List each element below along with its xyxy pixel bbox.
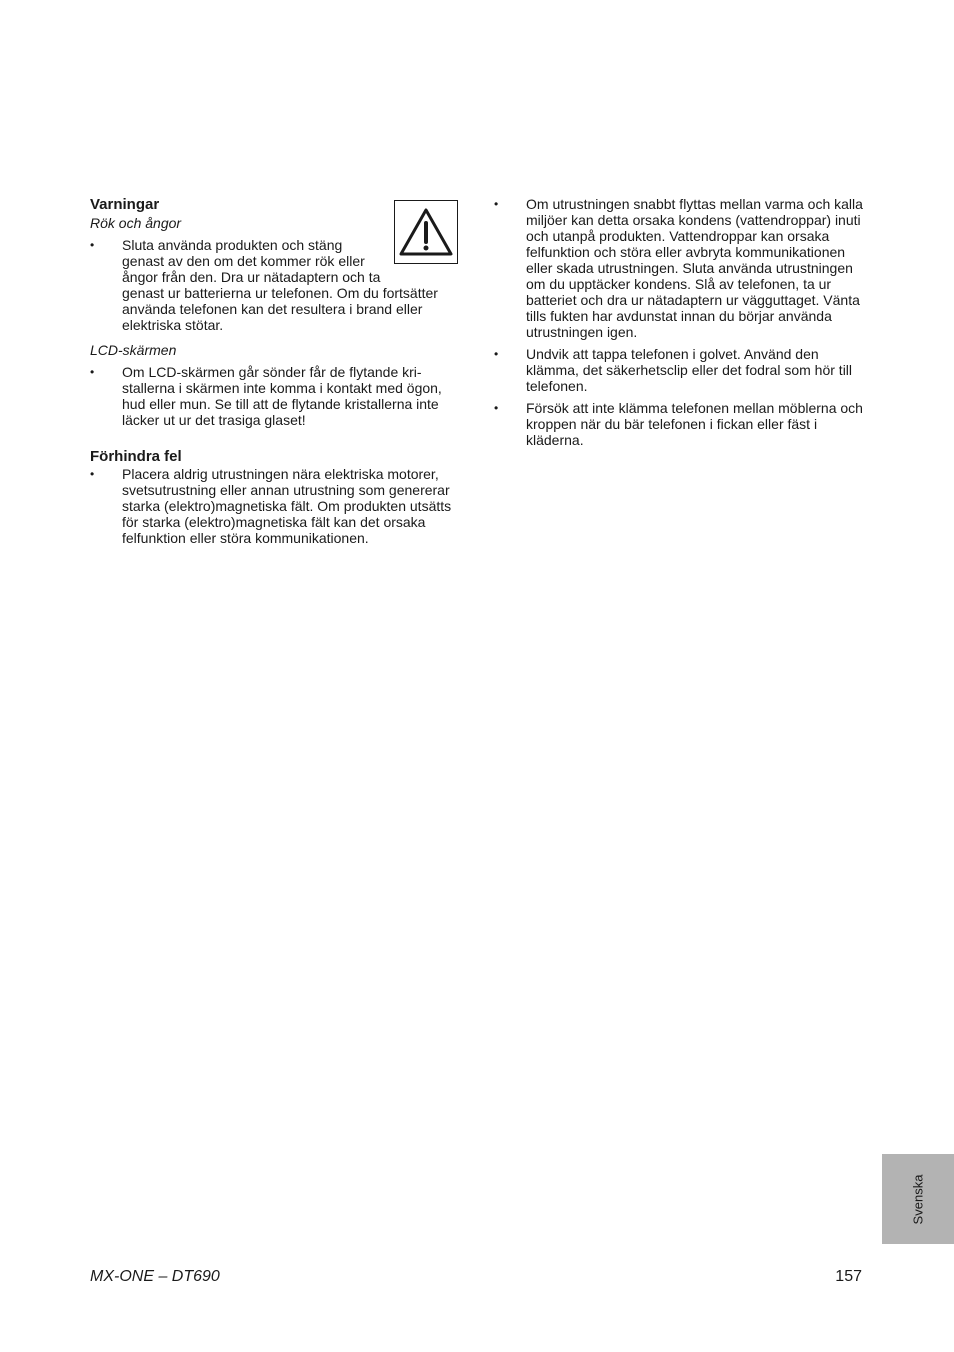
list-item (494, 400, 866, 448)
bullet-icon: • (494, 401, 499, 415)
list-item (494, 196, 866, 340)
right-column (494, 196, 866, 454)
bullet-icon: • (90, 467, 95, 481)
bullet-icon: • (494, 347, 499, 361)
right-list (494, 196, 866, 448)
list-item-text: Placera aldrig utrustningen nära elektriska motorer, svetsutrustning eller annan utrustning som genererar starka (elektro)magnetiska fält. Om produkten utsätts för starka (elektro)magnetiska fält kan det orsaka felfunktion eller störa kommunikationen. (122, 466, 452, 546)
bullet-icon: • (90, 238, 95, 252)
list-item-text: Undvik att tappa telefonen i golvet. Använd den klämma, det säkerhetsclip eller det fodral som hör till telefonen. (526, 346, 853, 394)
list-item (90, 237, 458, 333)
list-item-text: Försök att inte klämma telefonen mellan möblerna och kroppen när du bär telefonen i fickan eller fäst i kläderna. (526, 400, 863, 448)
lcd-list (90, 364, 458, 428)
list-item (494, 346, 866, 394)
prevent-list (90, 466, 458, 546)
list-item-text: Om LCD-skärmen går sönder får de flytande kristallerna i skärmen inte komma i kontakt med ögon, hud eller mun. Se till att de flytande kristallerna inte läcker ut ur det trasiga glaset! (122, 364, 442, 428)
list-item-text: Om utrustningen snabbt flyttas mellan varma och kalla miljöer kan detta orsaka kondens (vattendroppar) inuti och utanpå produkten. Vattendroppar kan orsaka felfunktion och störa eller avbryta kommunikationen eller skada utrustningen. Sluta använda utrustningen om du upptäcker kondens. Slå av telefonen, ta ur batteriet och dra ur nätadaptern ur vägguttaget. Vänta tills fukten har avdunstat innan du börjar använda utrustningen igen. (526, 196, 863, 340)
smoke-list (90, 237, 458, 333)
language-tab-label: Svenska (910, 1174, 926, 1224)
list-item (90, 364, 458, 428)
footer-product: MX-ONE – DT690 (90, 1268, 220, 1285)
lcd-subheading: LCD-skärmen (90, 342, 177, 358)
list-item (90, 466, 458, 546)
left-column (90, 196, 458, 552)
bullet-icon: • (494, 197, 499, 211)
list-item-text: Sluta använda produkten och stäng genast av den om det kommer rök eller ångor från den. Dra ur nätadaptern och ta genast ur batterierna ur telefonen. Om du fortsätter använda telefonen kan det resultera i brand eller elektriska stötar. (122, 237, 438, 333)
prevent-faults-heading: Förhindra fel (90, 448, 182, 465)
page-number: 157 (835, 1268, 862, 1285)
language-tab (882, 1154, 954, 1244)
bullet-icon: • (90, 365, 95, 379)
warnings-heading: Varningar (90, 196, 160, 213)
smoke-subheading: Rök och ångor (90, 215, 182, 231)
